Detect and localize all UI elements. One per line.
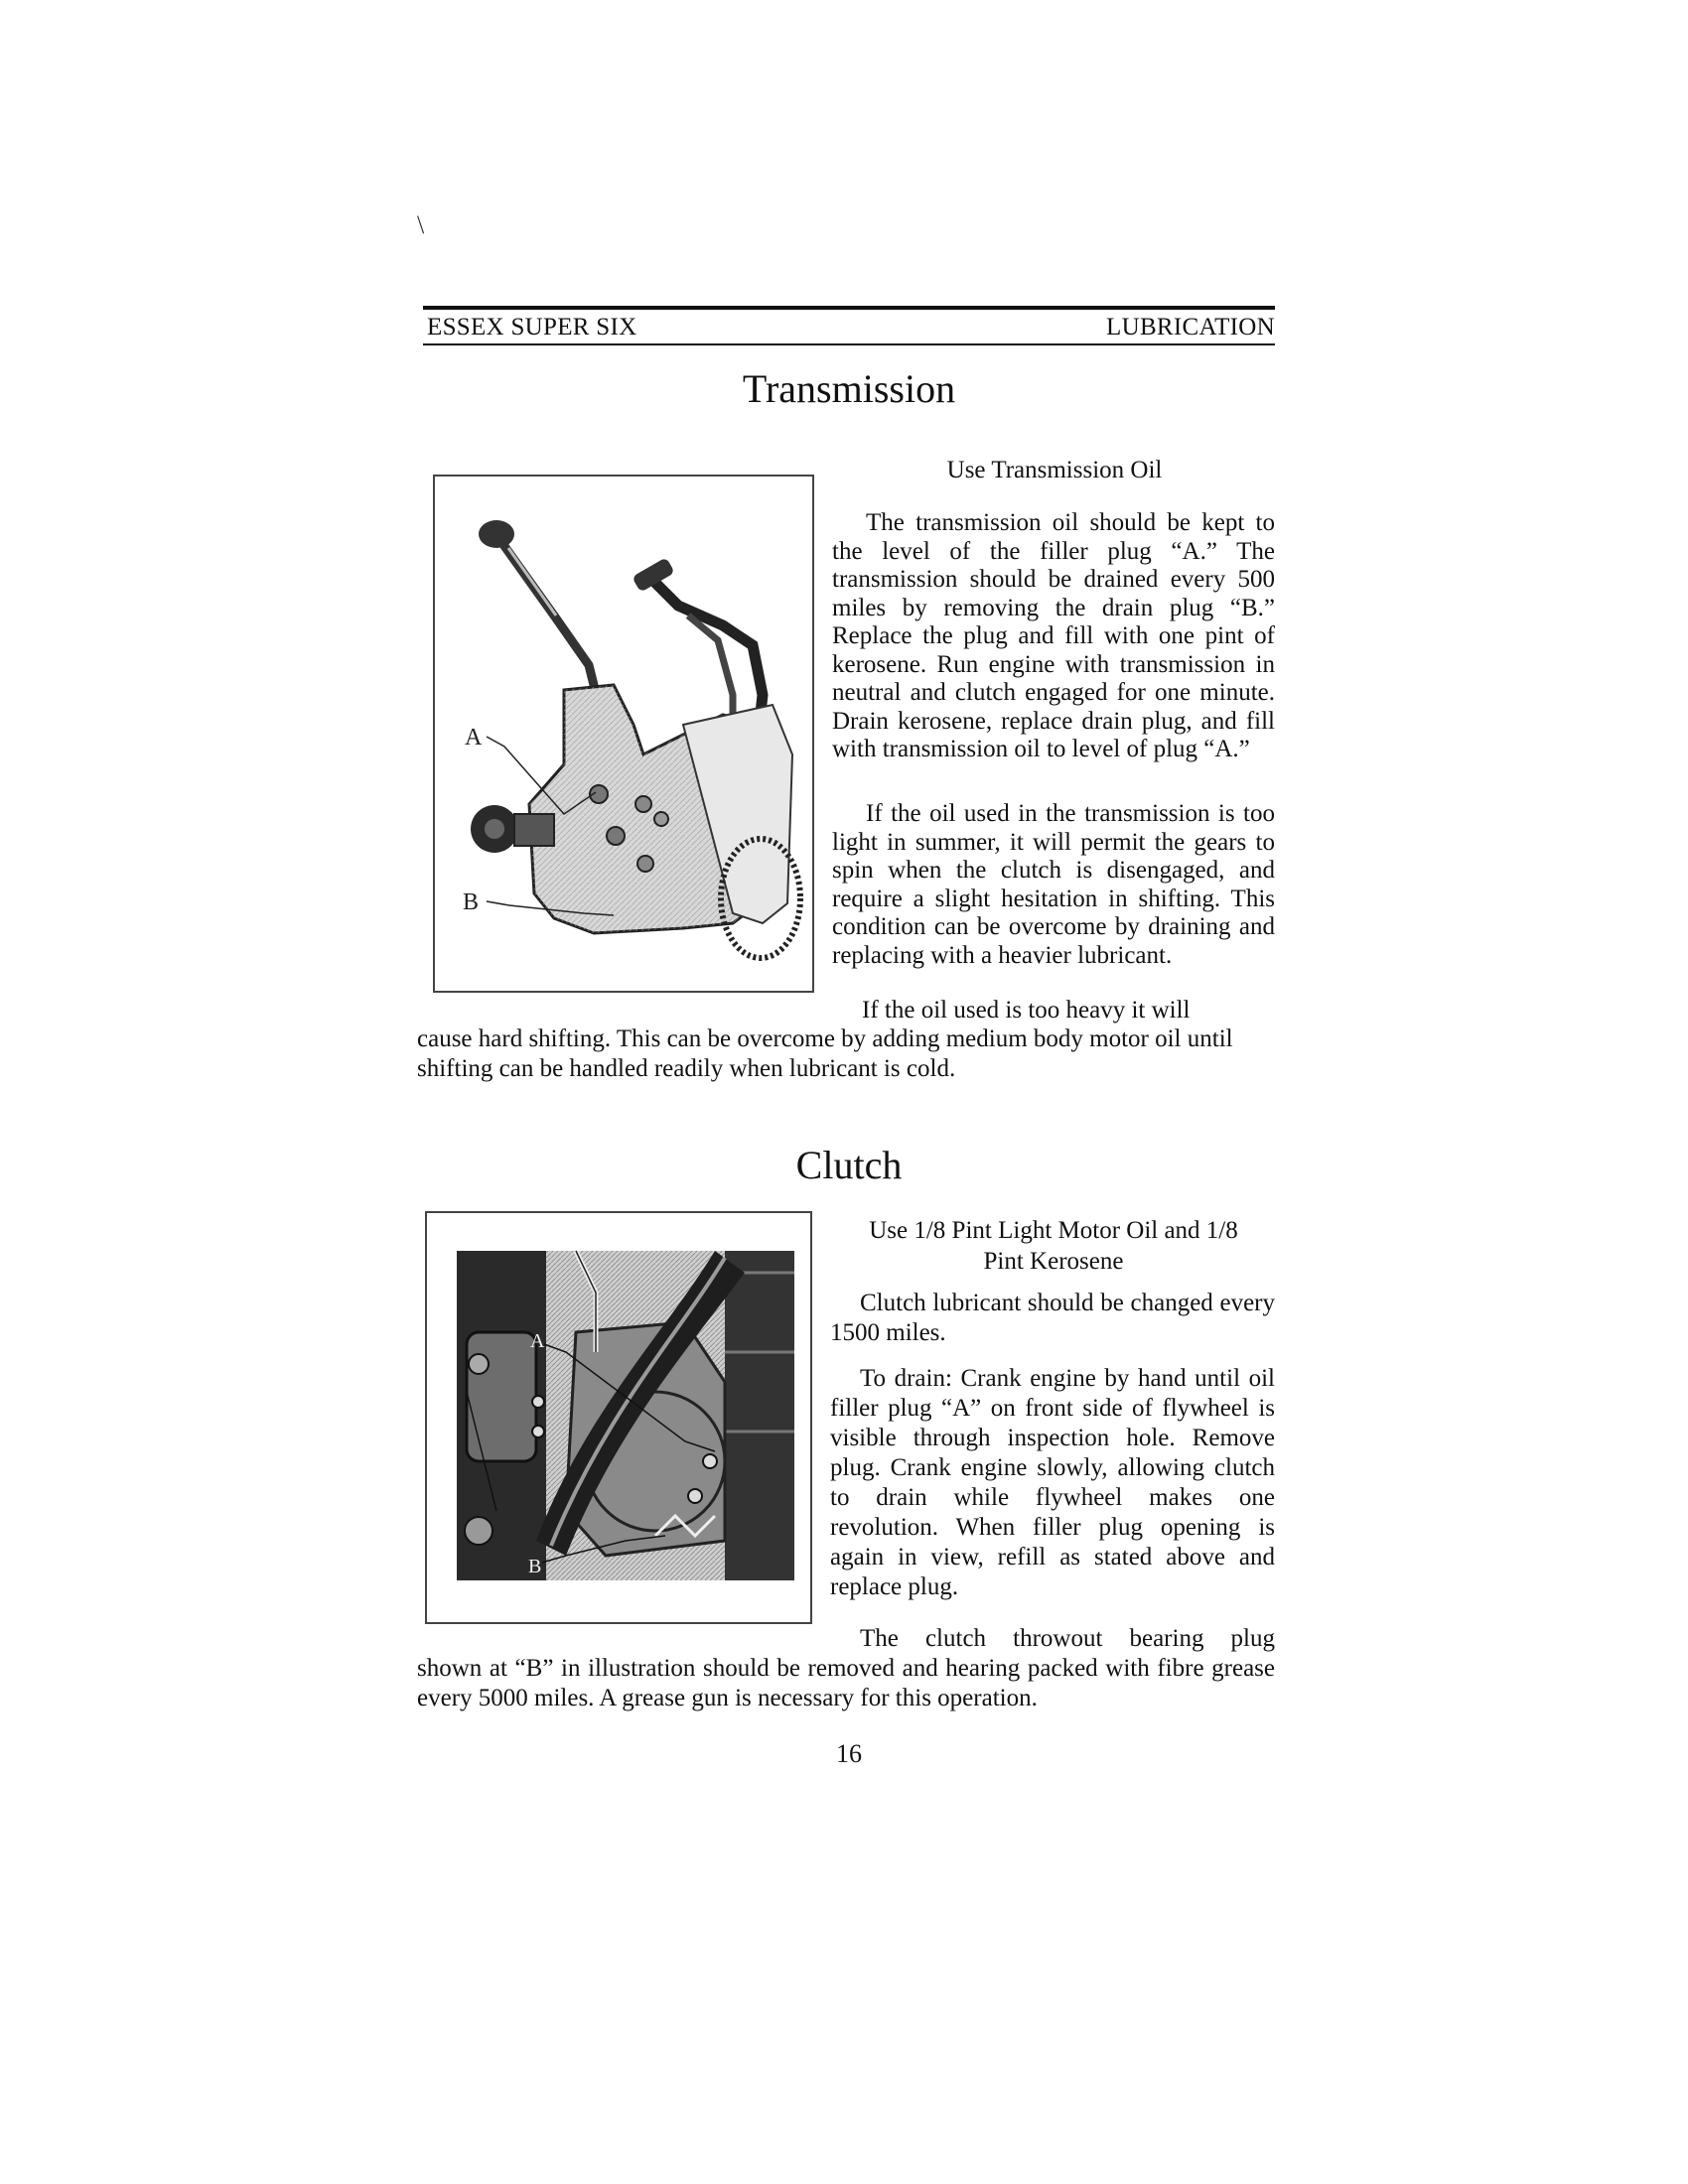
transmission-paragraph-1: The transmission oil should be kept to the level of the filler plug “A.” The transmission should be drained every 500 miles by removing the drain plug “B.” Replace the plug and fill with one pint of kerosene. Run engine with transmission in neutral and clutch engaged for one minute. Drain kerosene, replace drain plug, and fill with transmission oil to level of plug “A.” [832,509,1275,762]
stray-mark: \ [417,210,425,239]
page-number: 16 [836,1739,862,1768]
transmission-title: Transmission [742,366,956,411]
transmission-paragraph-3-start: If the oil used is too heavy it will [862,997,1191,1024]
running-header-left: ESSEX SUPER SIX [427,314,637,341]
transmission-subhead: Use Transmission Oil [946,457,1163,483]
running-header-right: LUBRICATION [1106,314,1275,341]
clutch-paragraph-3-start: The clutch throwout bearing plug [860,1625,1275,1652]
transmission-paragraph-2: If the oil used in the transmission is too light in summer, it will permit the gears to spin when the clutch is disengaged, and require a slight hesitation in shifting. This condition can be overcome by draining and replacing with a heavier lubricant. [832,800,1275,969]
clutch-paragraph-2: To drain: Crank engine by hand until oil filler plug “A” on front side of flywheel is visible through inspection hole. Remove plug. Crank engine slowly, allowing clutch to drain while flywheel makes one revolution. When filler plug opening is again in view, refill as stated above and replace plug. [830,1365,1275,1600]
transmission-label-a: A [465,725,483,751]
clutch-paragraph-3-rest: shown at “B” in illustration should be removed and hearing packed with fibre grease every 5000 miles. A grease gun is necessary for this operation. [417,1655,1275,1711]
clutch-subhead-line-1: Use 1/8 Pint Light Motor Oil and 1/8 [869,1217,1238,1244]
transmission-label-b: B [463,889,480,915]
clutch-subhead [830,1215,1277,1277]
transmission-illustration [433,475,814,993]
header-bottom-rule [423,343,1275,345]
clutch-subhead-line-2: Pint Kerosene [983,1248,1124,1275]
clutch-title: Clutch [795,1143,903,1187]
clutch-label-a: A [530,1330,545,1352]
clutch-paragraph-1: Clutch lubricant should be changed every 1500 miles. [830,1290,1275,1346]
header-top-rule [423,306,1275,310]
transmission-paragraph-3-rest: cause hard shifting. This can be overcome by adding medium body motor oil until shifting can be handled readily when lubricant is cold. [417,1025,1233,1082]
clutch-label-b: B [528,1556,542,1577]
clutch-illustration [425,1211,812,1624]
